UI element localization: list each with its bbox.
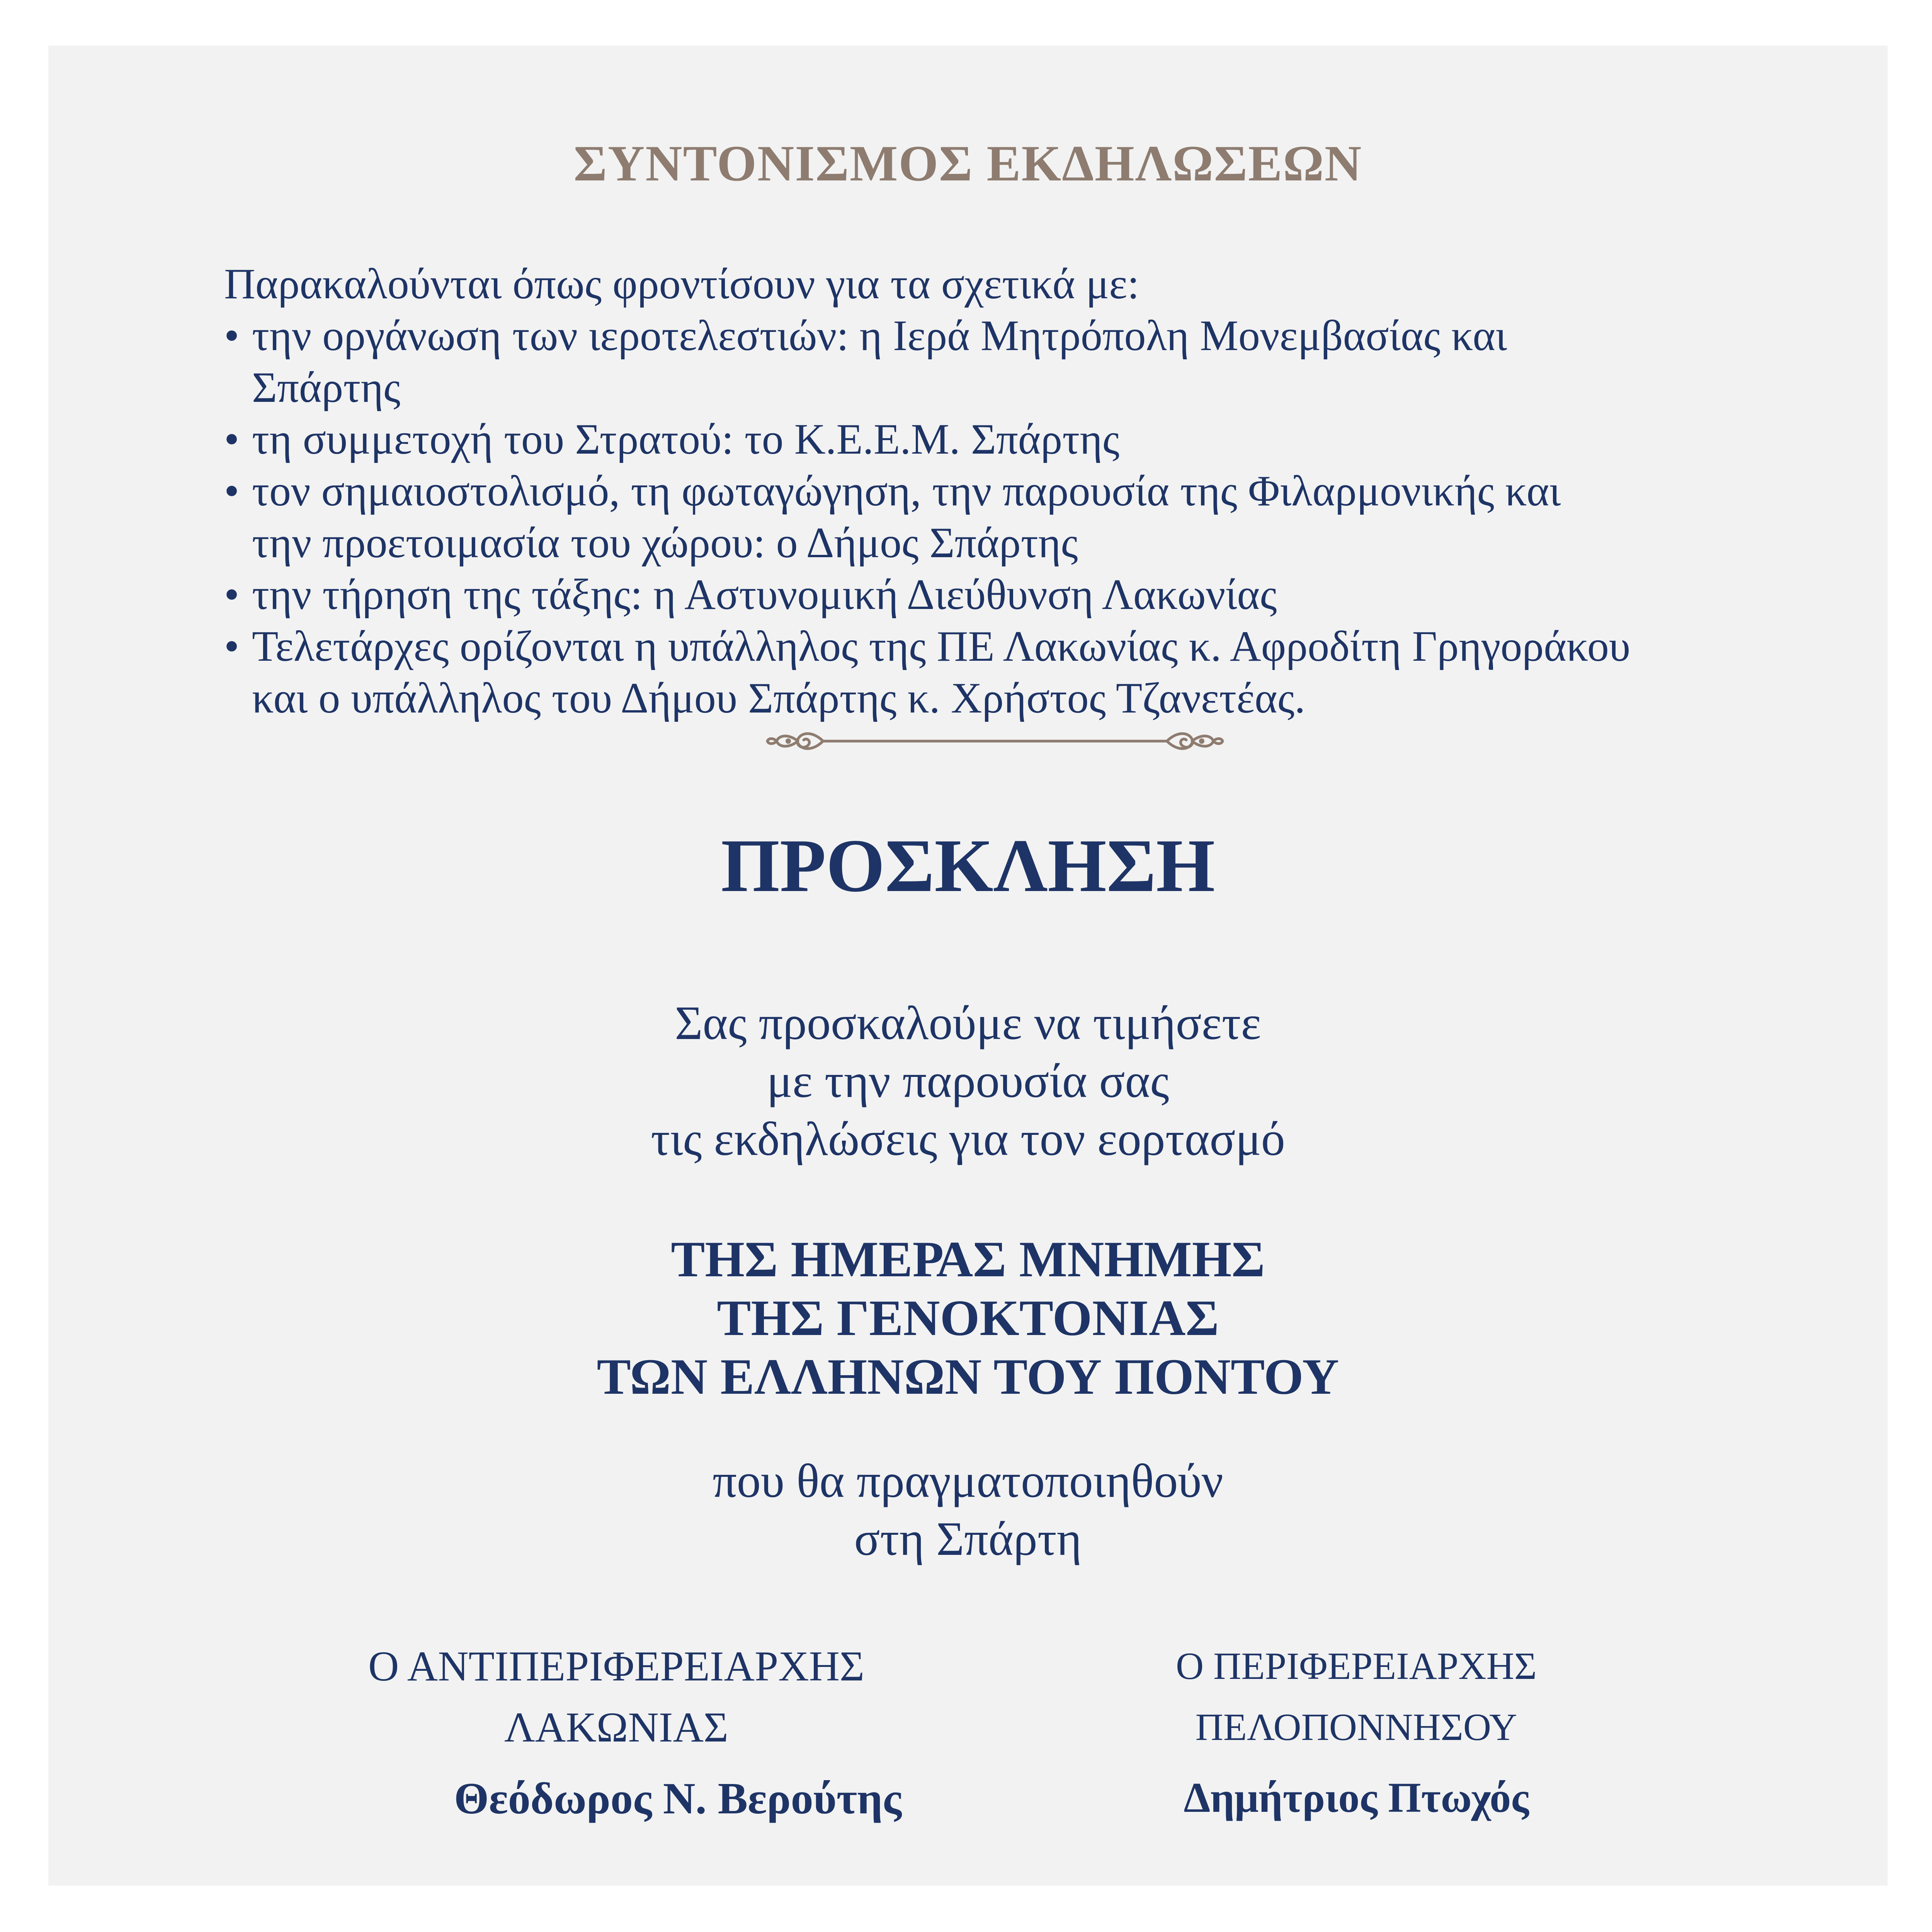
signature-role-line: ΛΑΚΩΝΙΑΣ bbox=[504, 1704, 728, 1751]
event-name-line: ΤΗΣ ΗΜΕΡΑΣ ΜΝΗΜΗΣ bbox=[671, 1231, 1265, 1287]
coordination-list bbox=[224, 310, 1808, 724]
coordination-item-line: την προετοιμασία του χώρου: ο Δήμος Σπάρτης bbox=[252, 519, 1078, 567]
coordination-item bbox=[224, 569, 1808, 621]
coordination-item bbox=[224, 621, 1808, 724]
invitation-intro-line: τις εκδηλώσεις για τον εορτασμό bbox=[651, 1112, 1285, 1165]
invitation-card bbox=[48, 46, 1888, 1886]
coordination-item-line: Τελετάρχες ορίζονται η υπάλληλος της ΠΕ Λακωνίας κ. Αφροδίτη Γρηγοράκου bbox=[252, 622, 1631, 670]
event-location bbox=[48, 1452, 1888, 1568]
coordination-section bbox=[224, 258, 1808, 724]
signature-name: Θεόδωρος Ν. Βερούτης bbox=[454, 1774, 902, 1823]
coordination-item bbox=[224, 310, 1808, 413]
signature-role-line: Ο ΠΕΡΙΦΕΡΕΙΑΡΧΗΣ bbox=[1175, 1645, 1537, 1687]
event-location-line: στη Σπάρτη bbox=[854, 1512, 1082, 1565]
invitation-intro-line: με την παρουσία σας bbox=[767, 1054, 1169, 1107]
coordination-item-line: και ο υπάλληλος του Δήμου Σπάρτης κ. Χρήστος Τζανετέας. bbox=[252, 674, 1306, 722]
coordination-item bbox=[224, 465, 1808, 569]
event-name-line: ΤΗΣ ΓΕΝΟΚΤΟΝΙΑΣ bbox=[717, 1289, 1219, 1346]
coordination-item bbox=[224, 413, 1808, 465]
signature-deputy-governor bbox=[342, 1636, 902, 1825]
invitation-intro-line: Σας προσκαλούμε να τιμήσετε bbox=[675, 997, 1261, 1049]
event-name bbox=[48, 1230, 1888, 1406]
event-name-line: ΤΩΝ ΕΛΛΗΝΩΝ ΤΟΥ ΠΟΝΤΟΥ bbox=[597, 1348, 1339, 1405]
bullet-icon: • bbox=[224, 415, 240, 463]
signature-role-line: Ο ΑΝΤΙΠΕΡΙΦΕΡΕΙΑΡΧΗΣ bbox=[368, 1643, 865, 1690]
bullet-icon: • bbox=[224, 622, 240, 670]
invitation-title: ΠΡΟΣΚΛΗΣΗ bbox=[721, 824, 1215, 908]
coordination-item-line: την οργάνωση των ιεροτελεστιών: η Ιερά Μητρόπολη Μονεμβασίας και bbox=[252, 312, 1507, 360]
signature-governor bbox=[1115, 1636, 1598, 1822]
invitation-intro bbox=[48, 994, 1888, 1168]
bullet-icon: • bbox=[224, 312, 240, 360]
coordination-intro: Παρακαλούνται όπως φροντίσουν για τα σχετικά με: bbox=[224, 260, 1139, 308]
coordination-item-line: την τήρηση της τάξης: η Αστυνομική Διεύθυνση Λακωνίας bbox=[252, 571, 1277, 619]
coordination-item-line: τη συμμετοχή του Στρατού: το Κ.Ε.Ε.Μ. Σπάρτης bbox=[252, 415, 1120, 463]
coordination-heading: ΣΥΝΤΟΝΙΣΜΟΣ ΕΚΔΗΛΩΣΕΩΝ bbox=[573, 135, 1362, 192]
signature-name: Δημήτριος Πτωχός bbox=[1184, 1774, 1529, 1821]
event-location-line: που θα πραγματοποιηθούν bbox=[713, 1454, 1223, 1507]
coordination-item-line: Σπάρτης bbox=[252, 364, 401, 412]
signature-role-line: ΠΕΛΟΠΟΝΝΗΣΟΥ bbox=[1195, 1706, 1517, 1748]
ornamental-divider-icon bbox=[765, 724, 1225, 759]
bullet-icon: • bbox=[224, 571, 240, 619]
coordination-item-line: τον σημαιοστολισμό, τη φωταγώγηση, την παρουσία της Φιλαρμονικής και bbox=[252, 467, 1561, 515]
bullet-icon: • bbox=[224, 467, 240, 515]
